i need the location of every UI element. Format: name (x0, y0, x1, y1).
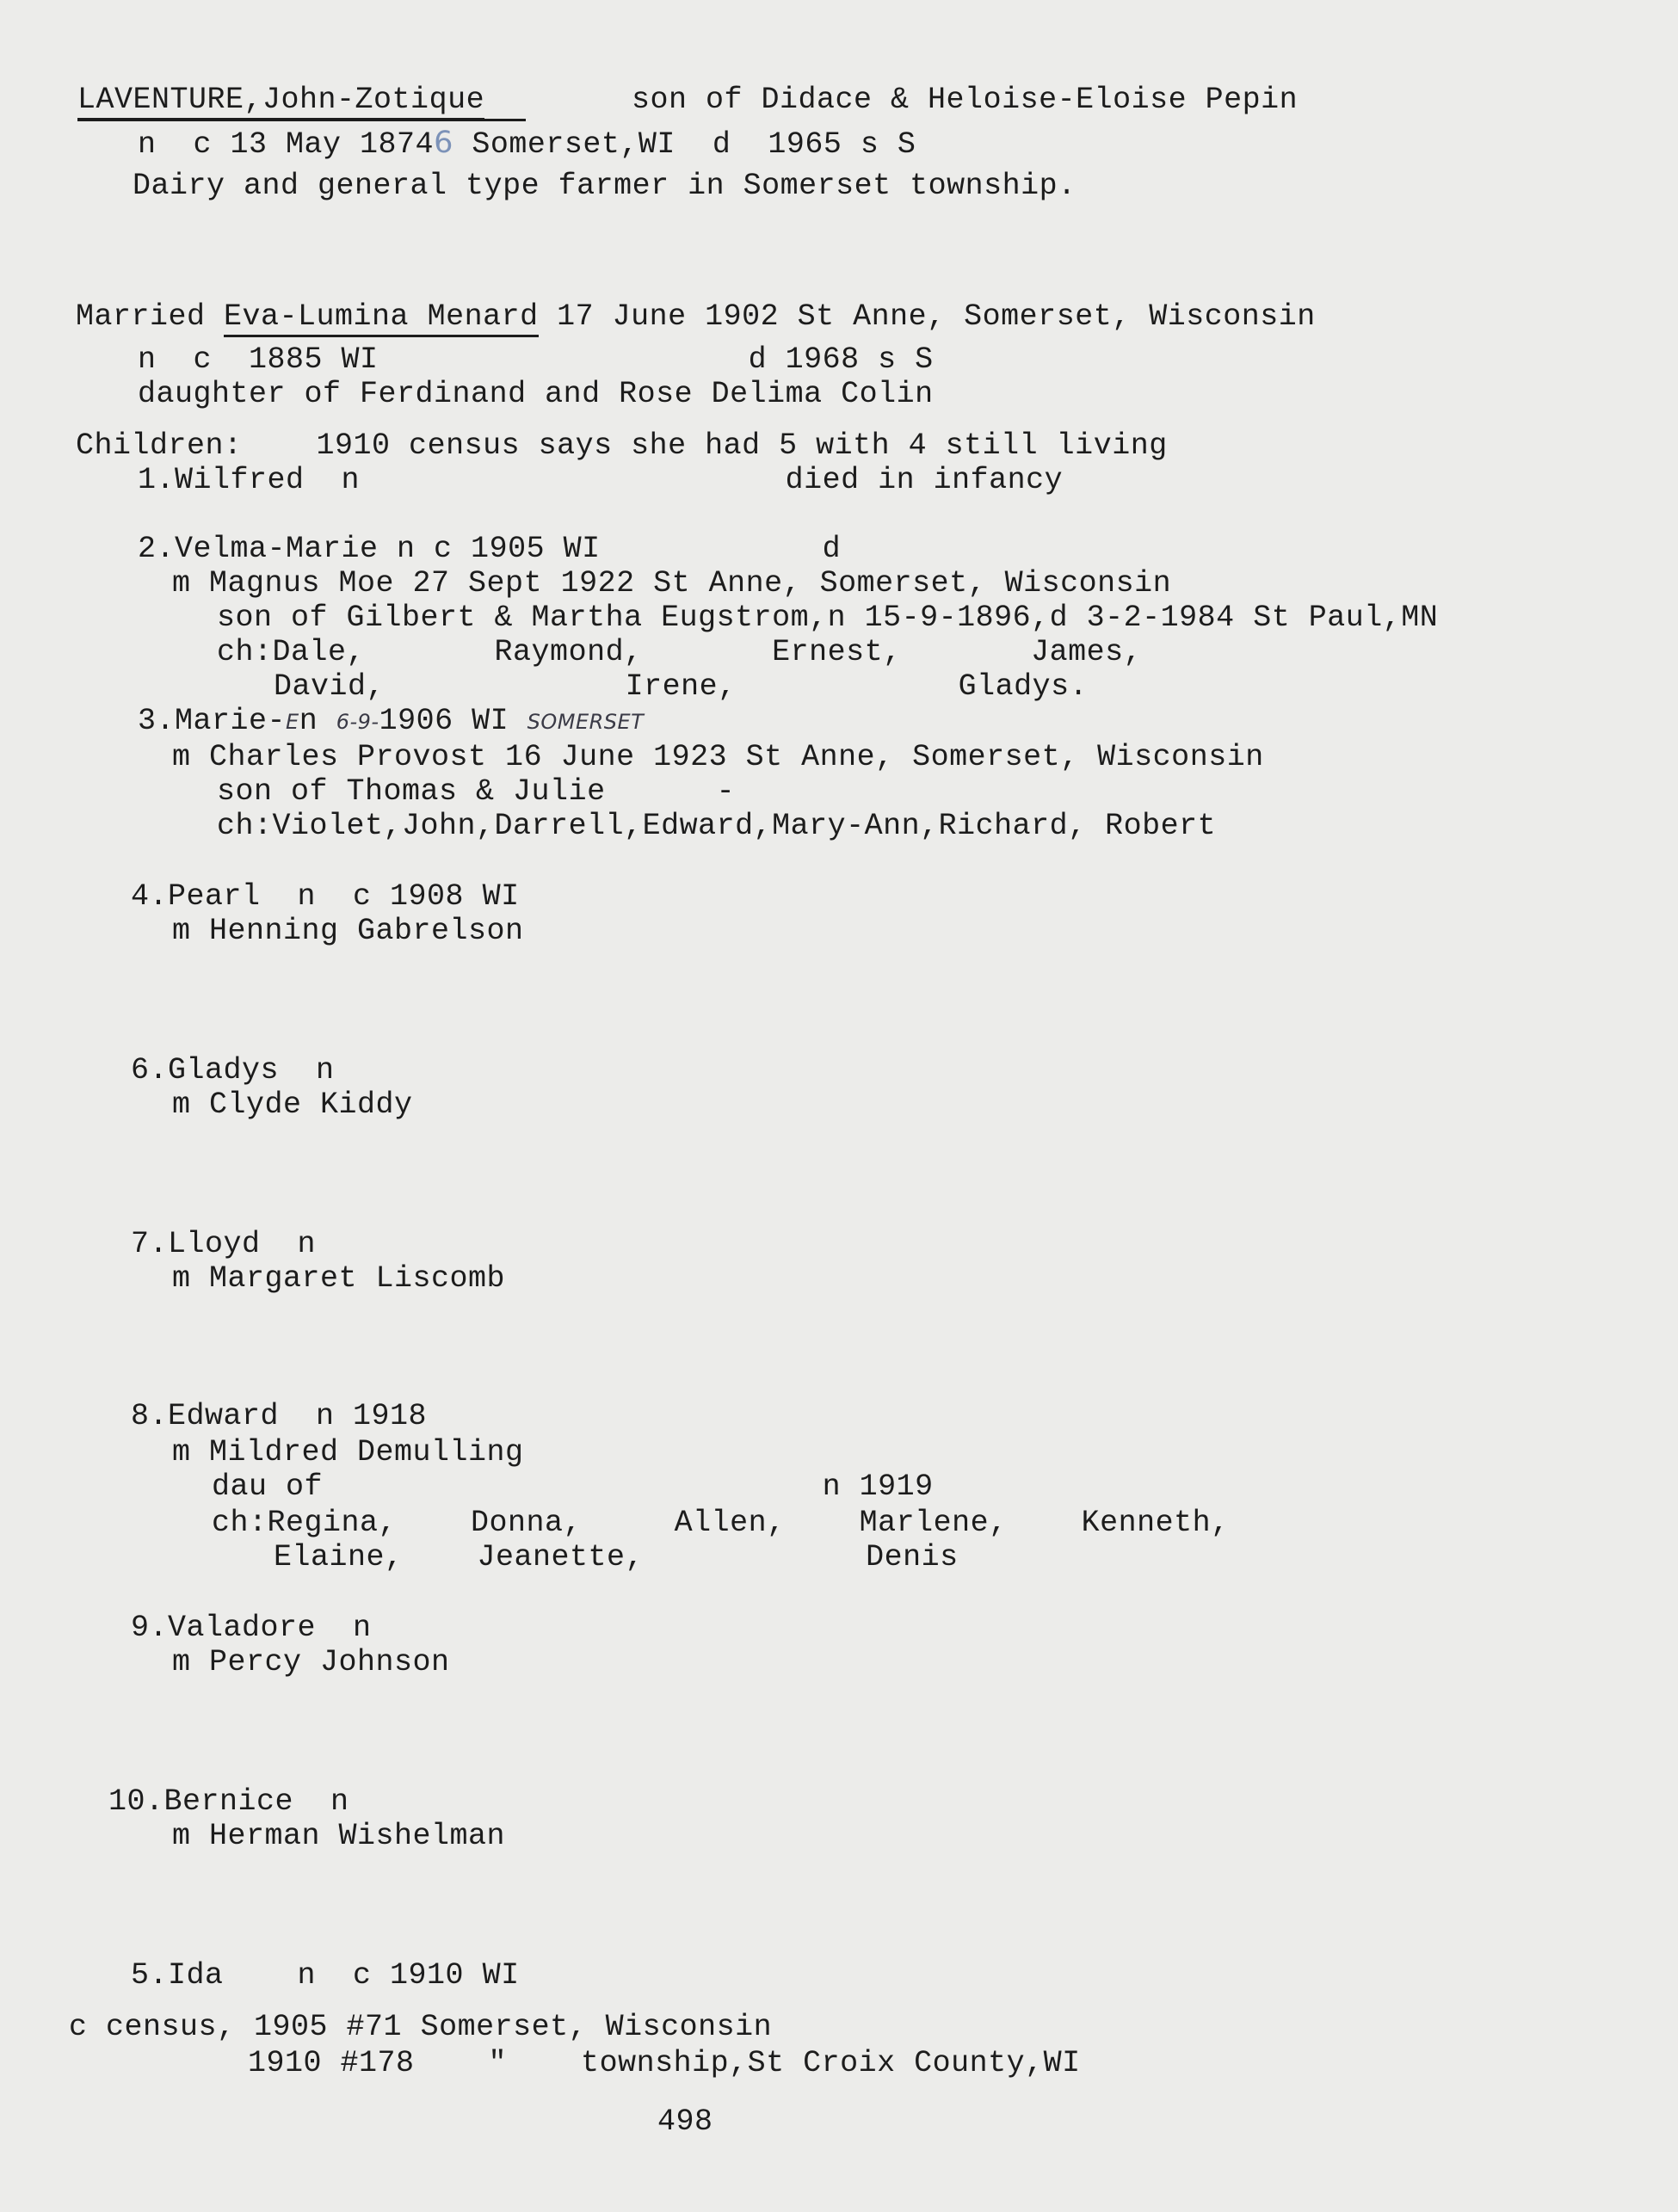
child-9-marriage: m Percy Johnson (172, 1645, 450, 1679)
child-2-marriage: m Magnus Moe 27 Sept 1922 St Anne, Somerset, Wisconsin (172, 566, 1172, 601)
child-6-marriage: m Clyde Kiddy (172, 1088, 413, 1122)
child-2-children-2: David, Irene, Gladys. (274, 669, 1089, 704)
child-3-spouse-parents: son of Thomas & Julie - (217, 774, 736, 809)
handwritten-mark: 6 (434, 126, 453, 160)
spouse-birth: n c 1885 WI d 1968 s S (138, 342, 934, 377)
child-9: 9.Valadore n (131, 1611, 372, 1645)
child-4: 4.Pearl n c 1908 WI (131, 879, 520, 914)
spouse-parents: daughter of Ferdinand and Rose Delima Colin (138, 377, 934, 411)
child-5: 5.Ida n c 1910 WI (131, 1958, 520, 1993)
child-2-spouse-parents: son of Gilbert & Martha Eugstrom,n 15-9-1896,d 3-2-1984 St Paul,MN (217, 601, 1439, 635)
spouse-name: Eva-Lumina Menard (224, 299, 539, 337)
name-underline (77, 119, 526, 121)
census-1905: c census, 1905 #71 Somerset, Wisconsin (69, 2010, 773, 2044)
page-number: 498 (657, 2104, 713, 2139)
child-3 (138, 704, 644, 739)
child-4-marriage: m Henning Gabrelson (172, 914, 524, 948)
child-8-children-2: Elaine, Jeanette, Denis (274, 1540, 959, 1574)
child-7-marriage: m Margaret Liscomb (172, 1261, 506, 1296)
child-6: 6.Gladys n (131, 1053, 335, 1088)
birth-line (138, 126, 916, 162)
handwritten-initial: E (286, 710, 299, 734)
marriage-line (76, 299, 1316, 334)
child-3-children: ch:Violet,John,Darrell,Edward,Mary-Ann,Richard, Robert (217, 809, 1217, 843)
occupation: Dairy and general type farmer in Somerset township. (133, 169, 1077, 203)
child-10-marriage: m Herman Wishelman (172, 1819, 506, 1853)
children-header: Children: 1910 census says she had 5 with 4 still living (76, 428, 1168, 463)
birth-place: Somerset,WI d 1965 s S (453, 127, 916, 162)
child-8: 8.Edward n 1918 (131, 1399, 428, 1433)
census-1910: 1910 #178 " township,St Croix County,WI (248, 2046, 1081, 2080)
child-3-marriage: m Charles Provost 16 June 1923 St Anne, Somerset, Wisconsin (172, 740, 1264, 774)
child-8-children-1: ch:Regina, Donna, Allen, Marlene, Kenneth, (212, 1506, 1230, 1540)
handwritten-date: 6-9- (336, 710, 379, 734)
person-name: LAVENTURE,John-Zotique (77, 83, 484, 120)
child-3-name: 3.Marie- (138, 704, 287, 738)
child-8-marriage: m Mildred Demulling (172, 1435, 524, 1470)
marriage-prefix: Married (76, 299, 225, 334)
child-3-birth: 1906 WI (379, 704, 527, 738)
child-7: 7.Lloyd n (131, 1227, 317, 1261)
child-2: 2.Velma-Marie n c 1905 WI d (138, 532, 842, 566)
handwritten-place: SOMERSET (527, 710, 645, 734)
child-10: 10.Bernice n (108, 1784, 349, 1819)
marriage-details: 17 June 1902 St Anne, Somerset, Wisconsin (538, 299, 1316, 334)
child-1: 1.Wilfred n died in infancy (138, 463, 1064, 497)
birth-prefix: n c 13 May 1874 (138, 127, 435, 162)
child-2-children-1: ch:Dale, Raymond, Ernest, James, (217, 635, 1143, 669)
person-parents: son of Didace & Heloise-Eloise Pepin (632, 83, 1299, 117)
person-name-line (77, 83, 484, 117)
child-8-spouse-parents: dau of n 1919 (212, 1470, 934, 1504)
child-3-n: n (299, 704, 336, 738)
